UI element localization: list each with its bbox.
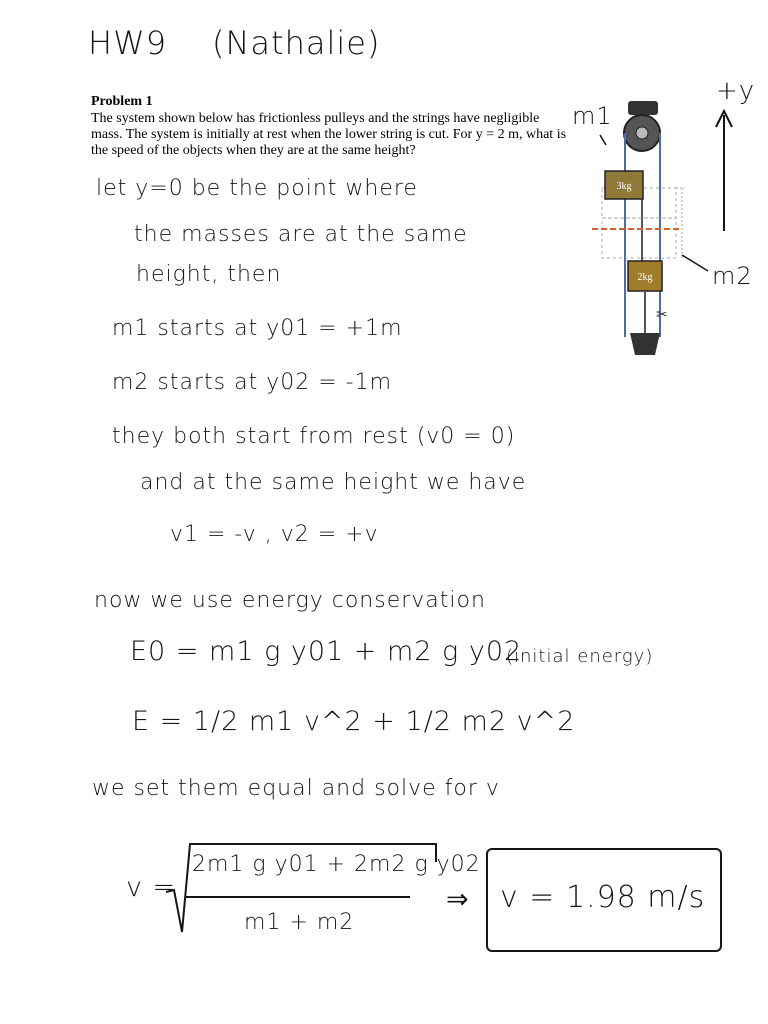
- problem-title: Problem 1: [91, 94, 153, 109]
- formula-denominator: m1 + m2: [244, 910, 355, 935]
- solution-line-4: m1 starts at y01 = +1m: [112, 316, 403, 341]
- solution-line-3: height, then: [136, 262, 282, 287]
- homework-title: HW9: [88, 24, 168, 62]
- student-name: (Nathalie): [212, 24, 381, 62]
- solution-line-12: we set them equal and solve for v: [92, 776, 500, 801]
- label-m2: m2: [712, 262, 753, 290]
- label-plus-y: +y: [716, 76, 756, 106]
- solution-line-2: the masses are at the same: [134, 222, 468, 247]
- formula-lhs: v =: [126, 872, 177, 903]
- implies-arrow: ⇒: [446, 884, 470, 915]
- formula-numerator: 2m1 g y01 + 2m2 g y02: [192, 852, 481, 877]
- fraction-bar: [186, 896, 410, 898]
- final-energy-equation: E = 1/2 m1 v^2 + 1/2 m2 v^2: [132, 706, 576, 737]
- initial-energy-equation: E0 = m1 g y01 + m2 g y02: [130, 636, 523, 667]
- solution-line-1: let y=0 be the point where: [96, 176, 418, 201]
- initial-energy-note: (initial energy): [506, 646, 654, 667]
- ceiling-mount: [628, 101, 658, 115]
- label-m1: m1: [572, 102, 613, 130]
- solution-line-5: m2 starts at y02 = -1m: [112, 370, 393, 395]
- final-answer: v = 1.98 m/s: [500, 880, 706, 915]
- mass-3kg-label: 3kg: [616, 181, 632, 192]
- mass-2kg-label: 2kg: [637, 272, 653, 283]
- problem-statement: The system shown below has frictionless pulleys and the strings have negligible mass. The system is initially at rest when the lower string is cut. For y = 2 m, what is the speed of the objects when they are at the same height?: [91, 111, 567, 158]
- solution-line-7: and at the same height we have: [140, 470, 527, 495]
- solution-line-6: they both start from rest (v0 = 0): [112, 424, 516, 449]
- solution-line-8: v1 = -v , v2 = +v: [170, 522, 379, 547]
- solution-line-9: now we use energy conservation: [94, 588, 486, 613]
- scissors-icon: ✂: [656, 307, 668, 323]
- lower-anchor: [630, 333, 660, 355]
